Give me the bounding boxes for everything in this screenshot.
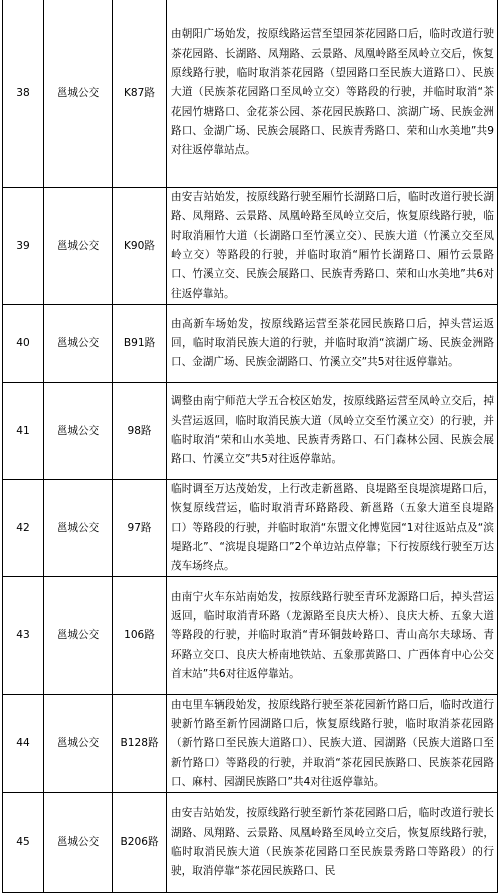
adjustment-text-cell: 由屯里车辆段始发，按原线路行驶至茶花园新竹路口后，临时改道行驶新竹路至新竹园湖路口后，恢复原线路行驶，临时取消茶花园路（新竹路口至民族大道路口）、民族大道、园湖路（民族大道路口至新竹路口）等路段的行驶，并取消“茶花园民族路口、民族茶花园路口、麻村、园湖民族路口”共4对往返停靠站。 (167, 695, 498, 793)
operator-cell: 邕城公交 (44, 188, 113, 305)
operator-cell: 邕城公交 (44, 305, 113, 383)
route-cell: K87路 (113, 0, 167, 188)
operator-cell: 邕城公交 (44, 577, 113, 695)
adjustment-text-cell: 由高新车场始发，按原线路运营至茶花园民族路口后，掉头营运返回，临时取消民族大道的行驶，并临时取消“滨湖广场、民族金洲路口、金湖广场、民族金湖路口、竹溪立交”共5对往返停靠站。 (167, 305, 498, 383)
adjustment-text-cell: 由安吉站始发，按原线路行驶至厢竹长湖路口后，临时改道行驶长湖路、凤翔路、云景路、凤凰岭路至凤岭立交后，恢复原线路行驶，临时取消厢竹大道（长湖路口至竹溪立交）、民族大道（竹溪立交至凤岭立交）等路段的行驶，并临时取消“厢竹长湖路口、厢竹云景路口、竹溪立交、民族会展路口、民族青秀路口、荣和山水美地”共6对往返停靠站。 (167, 188, 498, 305)
row-number-cell: 38 (3, 0, 44, 188)
operator-cell: 邕城公交 (44, 695, 113, 793)
row-number-cell: 42 (3, 480, 44, 577)
table-row (3, 793, 498, 893)
operator-cell: 邕城公交 (44, 793, 113, 893)
operator-cell: 邕城公交 (44, 383, 113, 480)
table-row (3, 577, 498, 695)
row-number-cell: 41 (3, 383, 44, 480)
table-row (3, 383, 498, 480)
row-number-cell: 45 (3, 793, 44, 893)
row-number-cell: 40 (3, 305, 44, 383)
table-row (3, 0, 498, 188)
adjustment-text-cell: 临时调至万达茂始发，上行改走新邕路、良堤路至良堤滨堤路口后，恢复原线营运，临时取消青环路路段、新邕路（五象大道至良堤路口）等路段的行驶，并临时取消“东盟文化博览园“1对往返站点及“滨堤路北”、“滨堤良堤路口”2个单边站点停靠；下行按原线行驶至万达茂车场终点。 (167, 480, 498, 577)
adjustment-text-cell: 由南宁火车东站南始发，按原线路行驶至青环龙源路口后，掉头营运返回，临时取消青环路（龙源路至良庆大桥）、良庆大桥、五象大道等路段的行驶，并临时取消“青环铜鼓岭路口、青山高尔夫球场、青环路立交口、良庆大桥南地铁站、五象那黄路口、广西体育中心公交首末站”共6对往返停靠站。 (167, 577, 498, 695)
table-body (3, 0, 498, 893)
row-number-cell: 39 (3, 188, 44, 305)
adjustment-text-cell: 调整由南宁师范大学五合校区始发，按原线路运营至凤岭立交后，掉头营运返回，临时取消民族大道（凤岭立交至竹溪立交）的行驶，并临时取消“荣和山水美地、民族青秀路口、石门森林公园、民族会展路口、竹溪立交”共5对往返停靠站。 (167, 383, 498, 480)
route-cell: B128路 (113, 695, 167, 793)
route-cell: B91路 (113, 305, 167, 383)
table-row (3, 695, 498, 793)
adjustment-text-cell: 由朝阳广场始发，按原线路运营至望园茶花园路口后，临时改道行驶茶花园路、长湖路、凤翔路、云景路、凤凰岭路至凤岭立交后，恢复原线路行驶，临时取消茶花园路（望园路口至民族大道路口）、民族大道（民族茶花园路口至凤岭立交）等路段的行驶，并临时取消“茶花园竹塘路口、金花茶公园、茶花园民族路口、滨湖广场、民族金洲路口、金湖广场、民族会展路口、民族青秀路口、荣和山水美地”共9对往返停靠站点。 (167, 0, 498, 188)
operator-cell: 邕城公交 (44, 0, 113, 188)
table-row (3, 188, 498, 305)
route-cell: B206路 (113, 793, 167, 893)
route-cell: 98路 (113, 383, 167, 480)
route-cell: 97路 (113, 480, 167, 577)
table-row (3, 305, 498, 383)
route-cell: 106路 (113, 577, 167, 695)
table-row (3, 480, 498, 577)
adjustment-text-cell: 由安吉站始发，按原线路行驶至新竹茶花园路口后，临时改道行驶长湖路、凤翔路、云景路、凤凰岭路至凤岭立交后，恢复原线路行驶，临时取消民族大道（民族茶花园路口至民族景秀路口等路段）的行驶，取消停靠“茶花园民族路口、民 (167, 793, 498, 893)
row-number-cell: 43 (3, 577, 44, 695)
operator-cell: 邕城公交 (44, 480, 113, 577)
route-cell: K90路 (113, 188, 167, 305)
row-number-cell: 44 (3, 695, 44, 793)
route-adjustment-table (2, 0, 498, 893)
